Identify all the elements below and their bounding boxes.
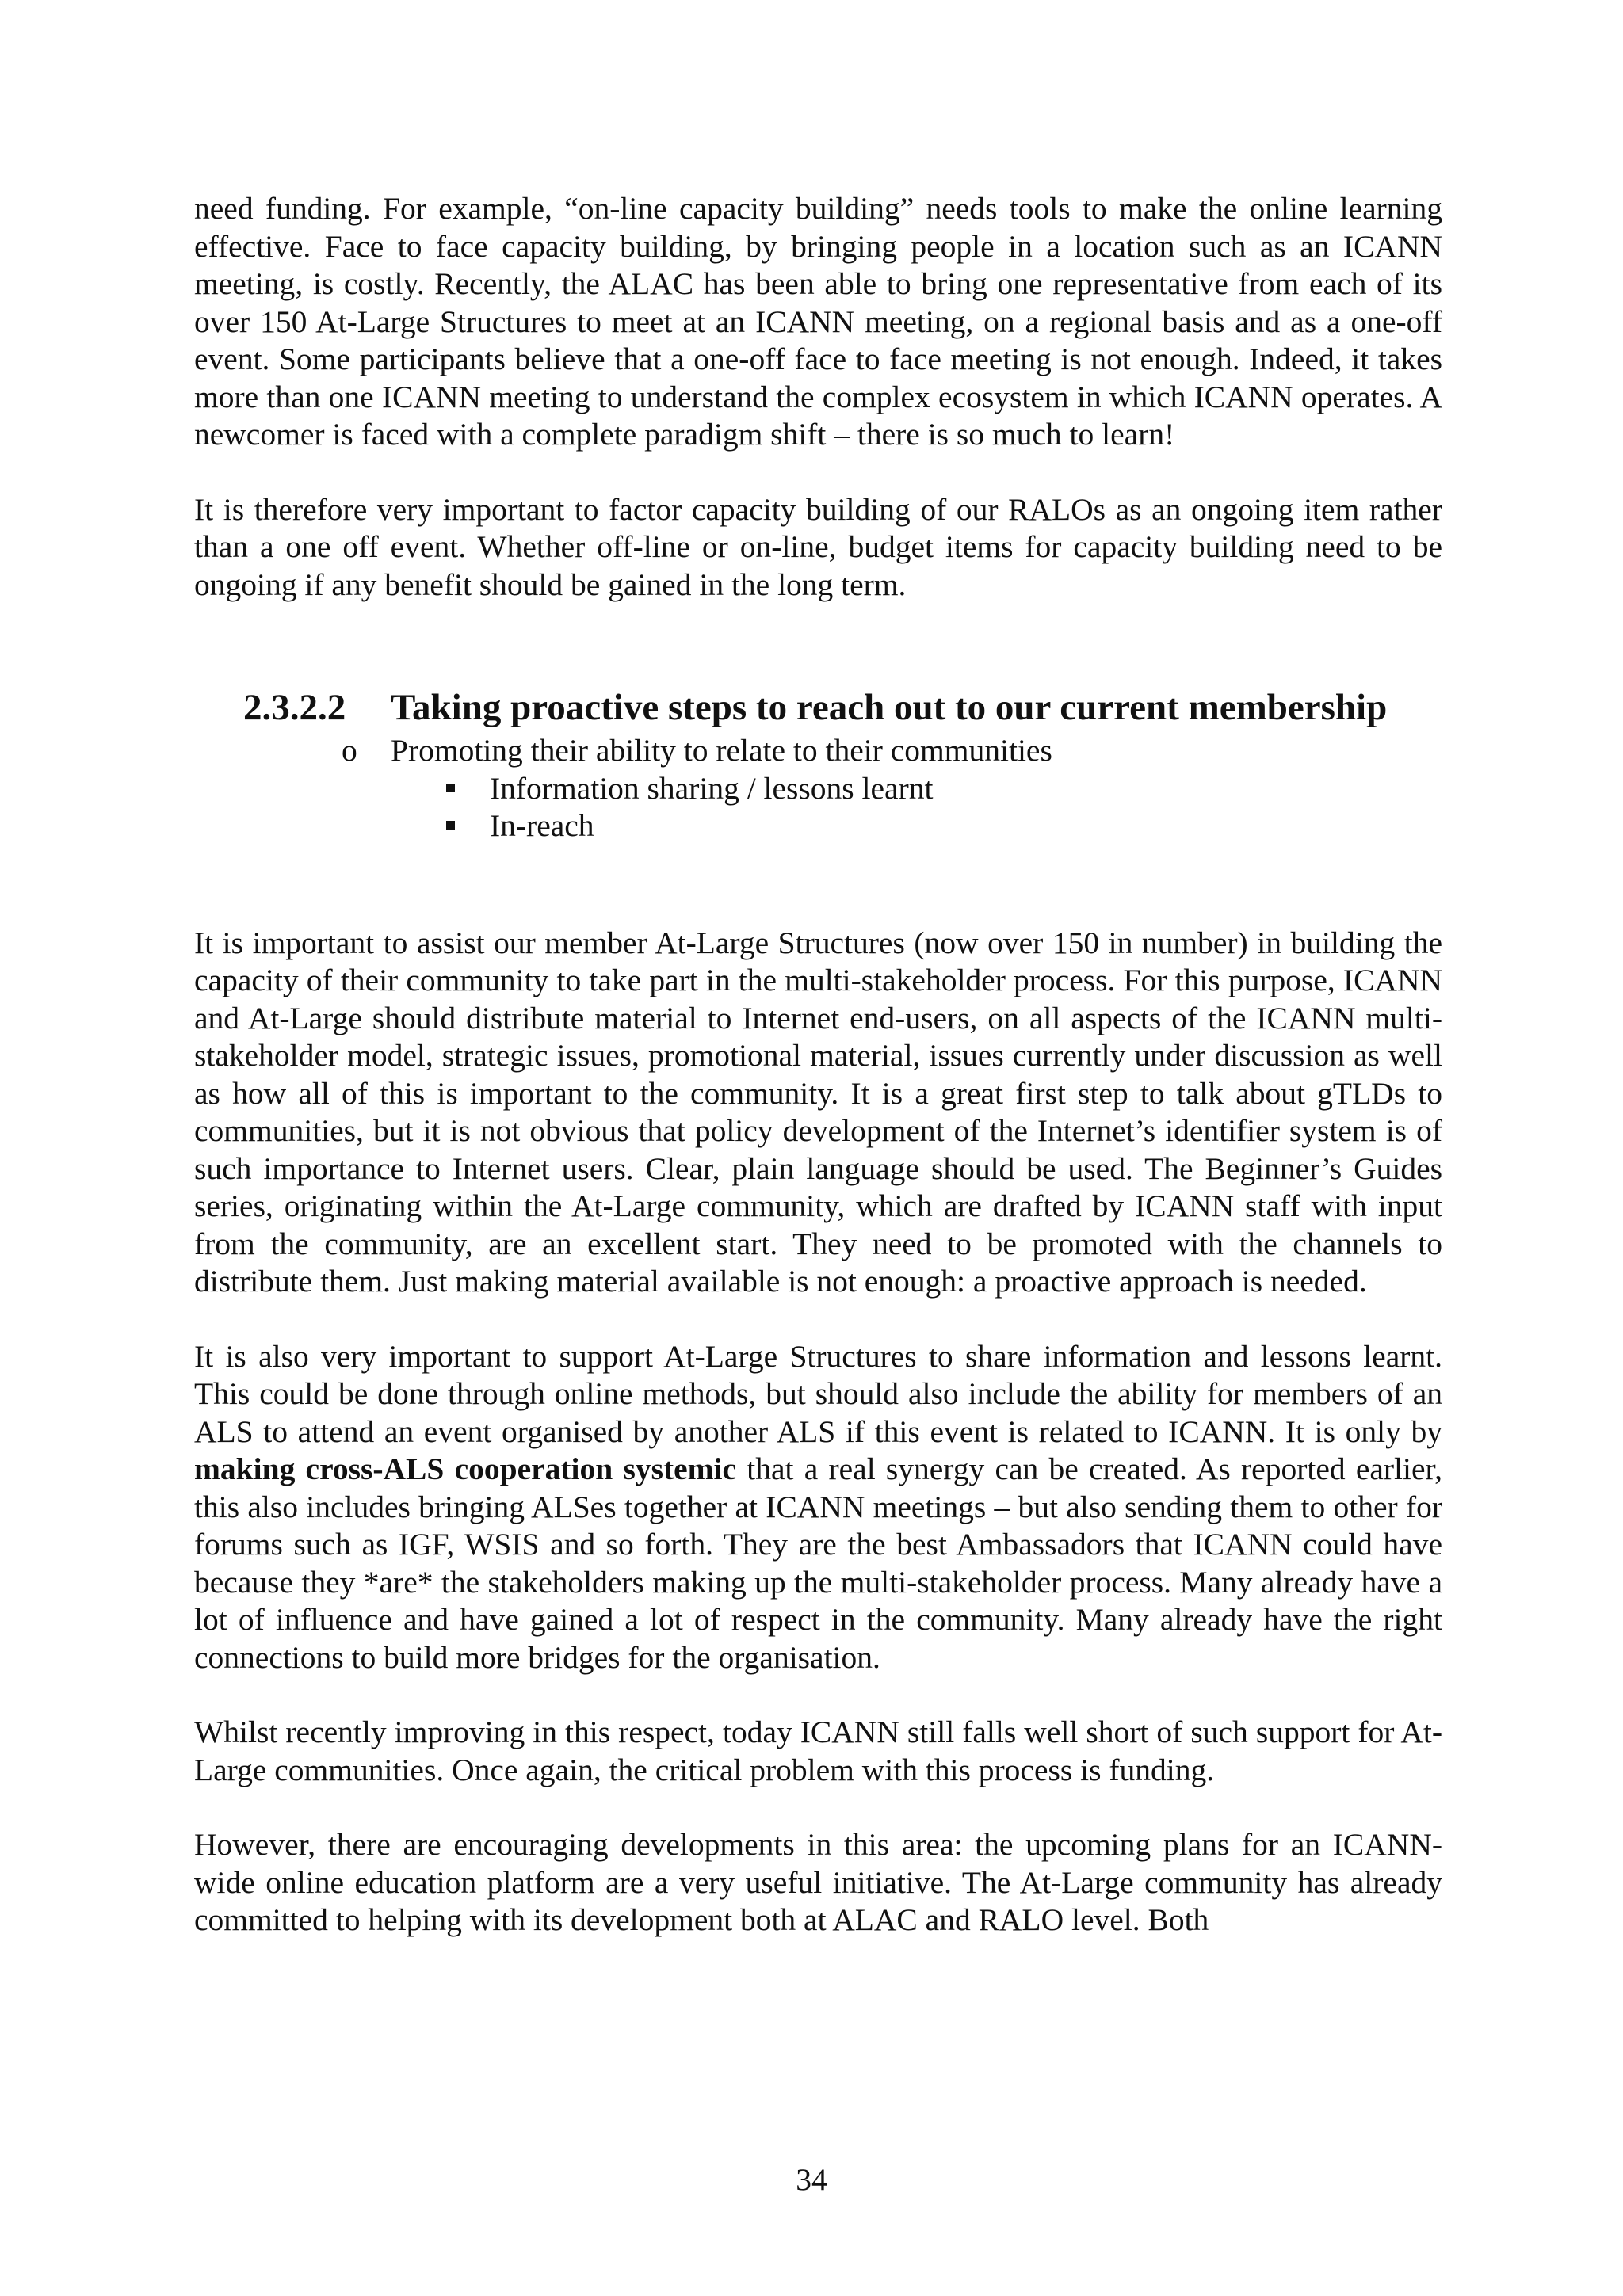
paragraph-assist-als: It is important to assist our member At-Large Structures (now over 150 in number) in building the capacity of their community to take part in the multi-stakeholder process. For this purpose, ICANN and At-Large should distribute material to Internet end-users, on all aspects of the ICANN multi-stakeholder model, strategic issues, promotional material, issues currently under discussion as well as how all of this is important to the community. It is a great first step to talk about gTLDs to communities, but it is not obvious that policy development of the Internet’s identifier system is of such importance to Internet users. Clear, plain language should be used. The Beginner’s Guides series, originating within the At-Large community, which are drafted by ICANN staff with input from the community, are an excellent start. They need to be promoted with the channels to distribute them. Just making material available is not enough: a proactive approach is needed.	[194, 925, 1442, 1299]
paragraph-funding: need funding. For example, “on-line capacity building” needs tools to make the online learning effective. Face to face capacity building, by bringing people in a location such as an ICANN meeting, is costly. Recently, the ALAC has been able to bring one representative from each of its over 150 At-Large Structures to meet at an ICANN meeting, on a regional basis and as a one-off event. Some participants believe that a one-off face to face meeting is not enough. Indeed, it takes more than one ICANN meeting to understand the complex ecosystem in which ICANN operates. A newcomer is faced with a complete paradigm shift – there is so much to learn!	[194, 191, 1442, 452]
paragraph-funding-shortfall: Whilst recently improving in this respect, today ICANN still falls well short of such support for At-Large communities. Once again, the critical problem with this process is funding.	[194, 1714, 1442, 1787]
bullet-text: In-reach	[490, 808, 594, 843]
square-bullet-icon	[446, 784, 455, 792]
page-number: 34	[796, 2162, 827, 2197]
list-item	[194, 732, 1442, 770]
emphasis-text: making cross-ALS cooperation systemic	[194, 1451, 737, 1486]
hollow-bullet-icon: o	[342, 733, 357, 768]
paragraph-text: It is also very important to support At-Large Structures to share information and lessons learnt. This could be done through online methods, but should also include the ability for members of an ALS to attend an event organised by another ALS if this event is related to ICANN. It is only by	[194, 1338, 1442, 1449]
paragraph-encouraging-developments: However, there are encouraging developments in this area: the upcoming plans for an ICANN-wide online education platform are a very useful initiative. The At-Large community has already committed to helping with its development both at ALAC and RALO level. Both	[194, 1827, 1442, 1937]
section-number: 2.3.2.2	[243, 687, 346, 728]
section-heading	[194, 683, 1442, 732]
list-item	[194, 807, 1442, 845]
square-bullet-icon	[446, 821, 455, 830]
bullet-list	[194, 732, 1442, 845]
section-title: Taking proactive steps to reach out to our current membership	[391, 687, 1388, 728]
paragraph-share-information	[194, 1338, 1442, 1677]
list-item	[194, 770, 1442, 808]
paragraph-capacity-building: It is therefore very important to factor capacity building of our RALOs as an ongoing item rather than a one off event. Whether off-line or on-line, budget items for capacity building need to be ongoing if any benefit should be gained in the long term.	[194, 491, 1442, 602]
bullet-text: Promoting their ability to relate to their communities	[391, 733, 1052, 768]
paragraph-text: that a real synergy can be created. As reported earlier, this also includes bringing ALSes together at ICANN meetings – but also sending them to other for forums such as IGF, WSIS and so forth. They are the best Ambassadors that ICANN could have because they *are* the stakeholders making up the multi-stakeholder process. Many already have a lot of influence and have gained a lot of respect in the community. Many already have the right connections to build more bridges for the organisation.	[194, 1451, 1442, 1675]
bullet-text: Information sharing / lessons learnt	[490, 770, 934, 806]
document-page	[194, 190, 1442, 1939]
